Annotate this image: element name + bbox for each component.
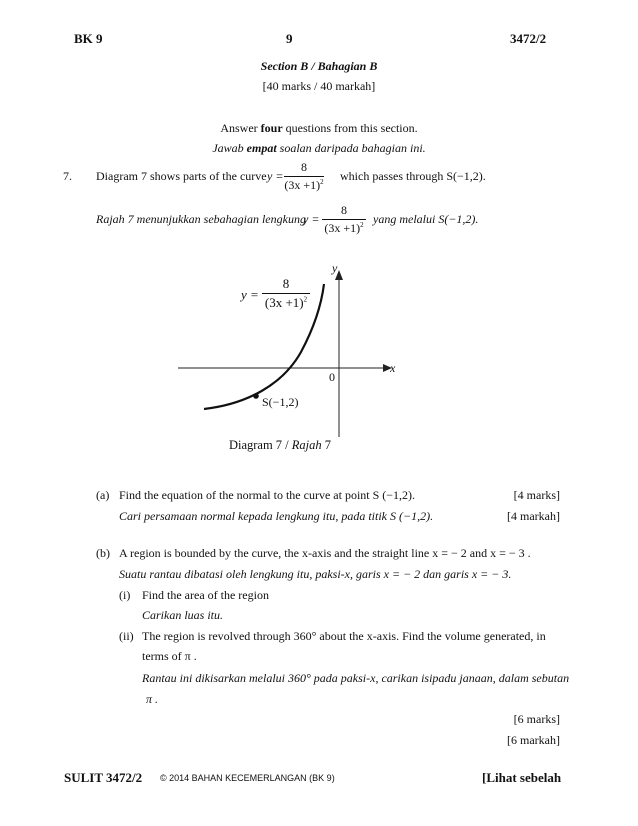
formula-ms-exponent: 2 xyxy=(360,221,364,229)
part-b-i-text-en: Find the area of the region xyxy=(142,588,269,602)
diagram-formula-denominator-text: (3x +1) xyxy=(264,295,304,310)
footer-sulit: SULIT 3472/2 xyxy=(64,770,143,785)
diagram-formula-lhs: y = xyxy=(241,287,259,302)
footer-copyright: © 2014 BAHAN KECEMERLANGAN (BK 9) xyxy=(160,773,335,783)
diagram-caption-ms: Rajah xyxy=(291,438,322,452)
diagram-caption-num: 7 xyxy=(321,438,332,452)
instruction-en-bold: four xyxy=(260,121,283,135)
point-s-label: S(−1,2) xyxy=(262,395,299,409)
part-a-label: (a) xyxy=(96,488,110,502)
instruction-ms-bold: empat xyxy=(246,141,277,155)
formula-denominator-text: (3x +1) xyxy=(284,178,321,192)
paper-code: 3472/2 xyxy=(510,31,547,46)
instruction-en-post: questions from this section. xyxy=(282,121,418,135)
formula-ms-numerator: 8 xyxy=(341,203,347,217)
question-number: 7. xyxy=(63,169,72,183)
point-s-marker xyxy=(253,393,259,399)
instruction-ms-pre: Jawab xyxy=(212,141,247,155)
part-b-label: (b) xyxy=(96,546,110,560)
part-b-marks-ms: [6 markah] xyxy=(507,733,560,747)
diagram-fraction-bar xyxy=(262,293,310,294)
part-b-i-text-ms: Carikan luas itu. xyxy=(142,608,224,622)
part-b-text-ms: Suatu rantau dibatasi oleh lengkung itu, paksi-x, garis x = − 2 dan garis x = − 3. xyxy=(119,567,512,581)
formula-ms-lhs: y = xyxy=(303,212,320,226)
question-stem-ms-pre: Rajah 7 menunjukkan sebahagian lengkung xyxy=(96,212,306,226)
instruction-en-pre: Answer xyxy=(220,121,261,135)
part-b-i-label: (i) xyxy=(119,588,131,602)
part-b-ii-text-en2: terms of π . xyxy=(142,649,197,663)
question-stem-en-pre: Diagram 7 shows parts of the curve xyxy=(96,169,267,183)
part-a-text-ms: Cari persamaan normal kepada lengkung itu, pada titik S (−1,2). xyxy=(119,509,434,523)
part-b-ii-text-ms: Rantau ini dikisarkan melalui 360° pada paksi-x, carikan isipadu janaan, dalam sebutan xyxy=(142,671,570,685)
diagram-caption-en: Diagram 7 / xyxy=(228,438,292,452)
question-stem-en-post: which passes through S(−1,2). xyxy=(340,169,486,183)
formula-ms-denominator-text: (3x +1) xyxy=(324,221,361,235)
part-b-ii-label: (ii) xyxy=(119,629,134,643)
diagram-formula-numerator: 8 xyxy=(282,276,290,291)
x-axis-label: x xyxy=(390,361,396,375)
diagram-formula-exponent: 2 xyxy=(303,295,308,304)
page-number: 9 xyxy=(286,31,293,46)
part-a-marks-en: [4 marks] xyxy=(513,488,560,502)
part-b-text-en: A region is bounded by the curve, the x-axis and the straight line x = − 2 and x = − 3 . xyxy=(119,546,531,560)
formula-numerator: 8 xyxy=(301,160,307,174)
part-b-ii-text-ms2: π . xyxy=(146,692,159,706)
question-stem-ms-post: yang melalui S(−1,2). xyxy=(373,212,479,226)
part-b-ii-text-en: The region is revolved through 360° about the x-axis. Find the volume generated, in xyxy=(142,629,546,643)
formula-exponent: 2 xyxy=(320,178,324,186)
diagram-formula-fraction xyxy=(262,276,310,311)
diagram-formula-denominator xyxy=(262,295,310,311)
origin-label: 0 xyxy=(329,370,335,384)
instruction-ms-post: soalan daripada bahagian ini. xyxy=(276,141,426,155)
part-b-marks-en: [6 marks] xyxy=(513,712,560,726)
diagram-caption xyxy=(0,438,560,453)
part-a-marks-ms: [4 markah] xyxy=(507,509,560,523)
section-title: Section B / Bahagian B xyxy=(260,59,378,73)
part-a-text-en: Find the equation of the normal to the curve at point S (−1,2). xyxy=(119,488,416,502)
formula-lhs: y = xyxy=(267,169,284,183)
y-axis-label: y xyxy=(332,261,338,275)
footer-next-page: [Lihat sebelah xyxy=(482,770,562,785)
section-marks: [40 marks / 40 markah] xyxy=(262,79,376,93)
header-code: BK 9 xyxy=(74,31,103,46)
